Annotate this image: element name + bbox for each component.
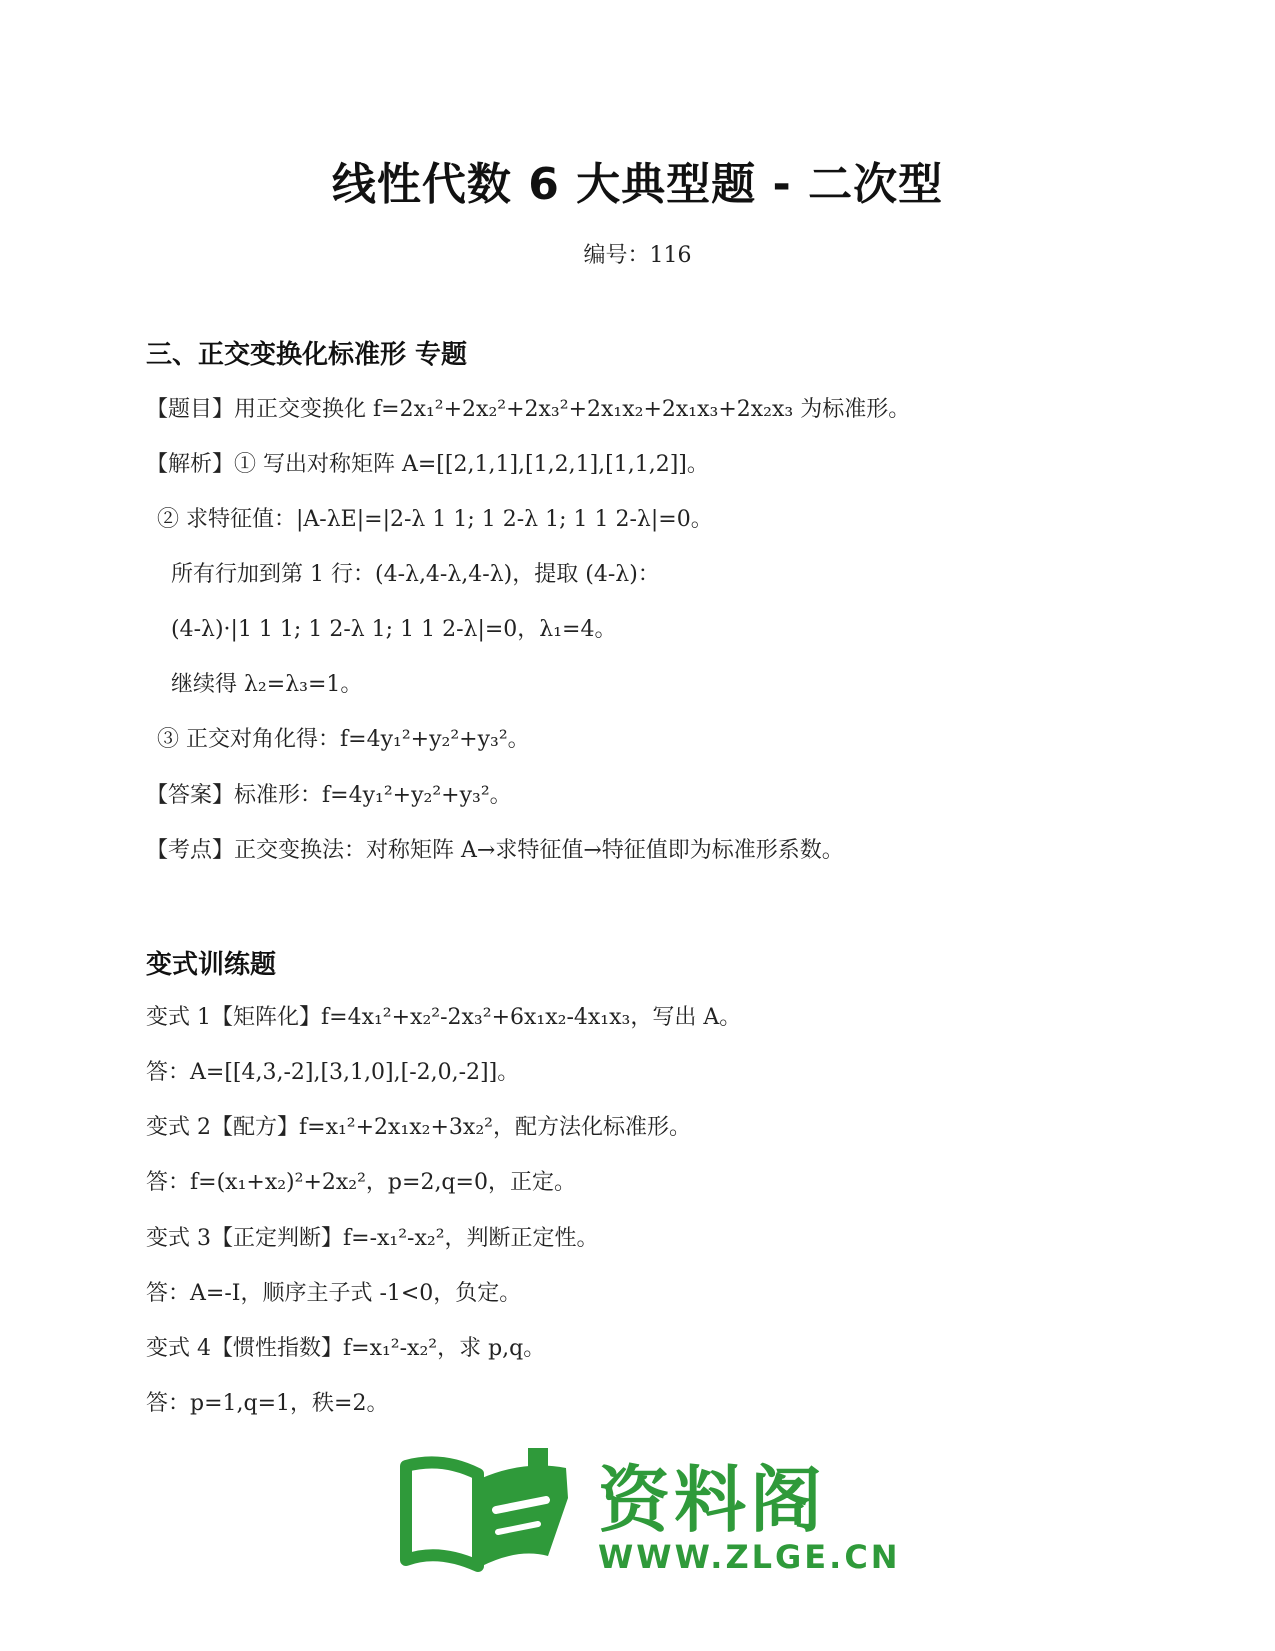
variant-item: 变式 3【正定判断】f=-x₁²-x₂²，判断正定性。 bbox=[146, 1226, 599, 1251]
problem-statement: 【题目】用正交变换化 f=2x₁²+2x₂²+2x₃²+2x₁x₂+2x₁x₃+2x₂x₃ 为标准形。 bbox=[146, 397, 911, 422]
section-heading: 三、正交变换化标准形 专题 bbox=[146, 340, 468, 370]
variant-answer: 答：p=1,q=1，秩=2。 bbox=[146, 1391, 389, 1416]
variants-heading: 变式训练题 bbox=[146, 950, 277, 980]
analysis-line: ③ 正交对角化得：f=4y₁²+y₂²+y₃²。 bbox=[157, 727, 530, 752]
analysis-line: 【解析】① 写出对称矩阵 A=[[2,1,1],[1,2,1],[1,1,2]]。 bbox=[146, 452, 709, 477]
keypoint-line: 【考点】正交变换法：对称矩阵 A→求特征值→特征值即为标准形系数。 bbox=[146, 838, 844, 863]
book-icon bbox=[398, 1438, 588, 1578]
variant-item: 变式 2【配方】f=x₁²+2x₁x₂+3x₂²，配方法化标准形。 bbox=[146, 1115, 691, 1140]
variant-answer: 答：f=(x₁+x₂)²+2x₂²，p=2,q=0，正定。 bbox=[146, 1170, 576, 1195]
variant-item: 变式 1【矩阵化】f=4x₁²+x₂²-2x₃²+6x₁x₂-4x₁x₃，写出 A。 bbox=[146, 1005, 742, 1030]
watermark-name: 资料阁 bbox=[598, 1458, 827, 1542]
variant-answer: 答：A=[[4,3,-2],[3,1,0],[-2,0,-2]]。 bbox=[146, 1060, 520, 1085]
answer-line: 【答案】标准形：f=4y₁²+y₂²+y₃²。 bbox=[146, 783, 512, 808]
analysis-line: 继续得 λ₂=λ₃=1。 bbox=[171, 672, 363, 697]
document-title: 线性代数 6 大典型题 - 二次型 bbox=[331, 159, 944, 210]
document-serial: 编号：116 bbox=[583, 243, 692, 268]
analysis-line: (4-λ)·|1 1 1; 1 2-λ 1; 1 1 2-λ|=0，λ₁=4。 bbox=[171, 617, 617, 642]
analysis-line: 所有行加到第 1 行：(4-λ,4-λ,4-λ)，提取 (4-λ)： bbox=[171, 562, 660, 587]
watermark-url: WWW.ZLGE.CN bbox=[598, 1538, 901, 1576]
watermark-logo bbox=[398, 1438, 901, 1578]
analysis-line: ② 求特征值：|A-λE|=|2-λ 1 1; 1 2-λ 1; 1 1 2-λ|=0。 bbox=[157, 507, 713, 532]
variant-item: 变式 4【惯性指数】f=x₁²-x₂²，求 p,q。 bbox=[146, 1336, 546, 1361]
variant-answer: 答：A=-I，顺序主子式 -1<0，负定。 bbox=[146, 1281, 522, 1306]
